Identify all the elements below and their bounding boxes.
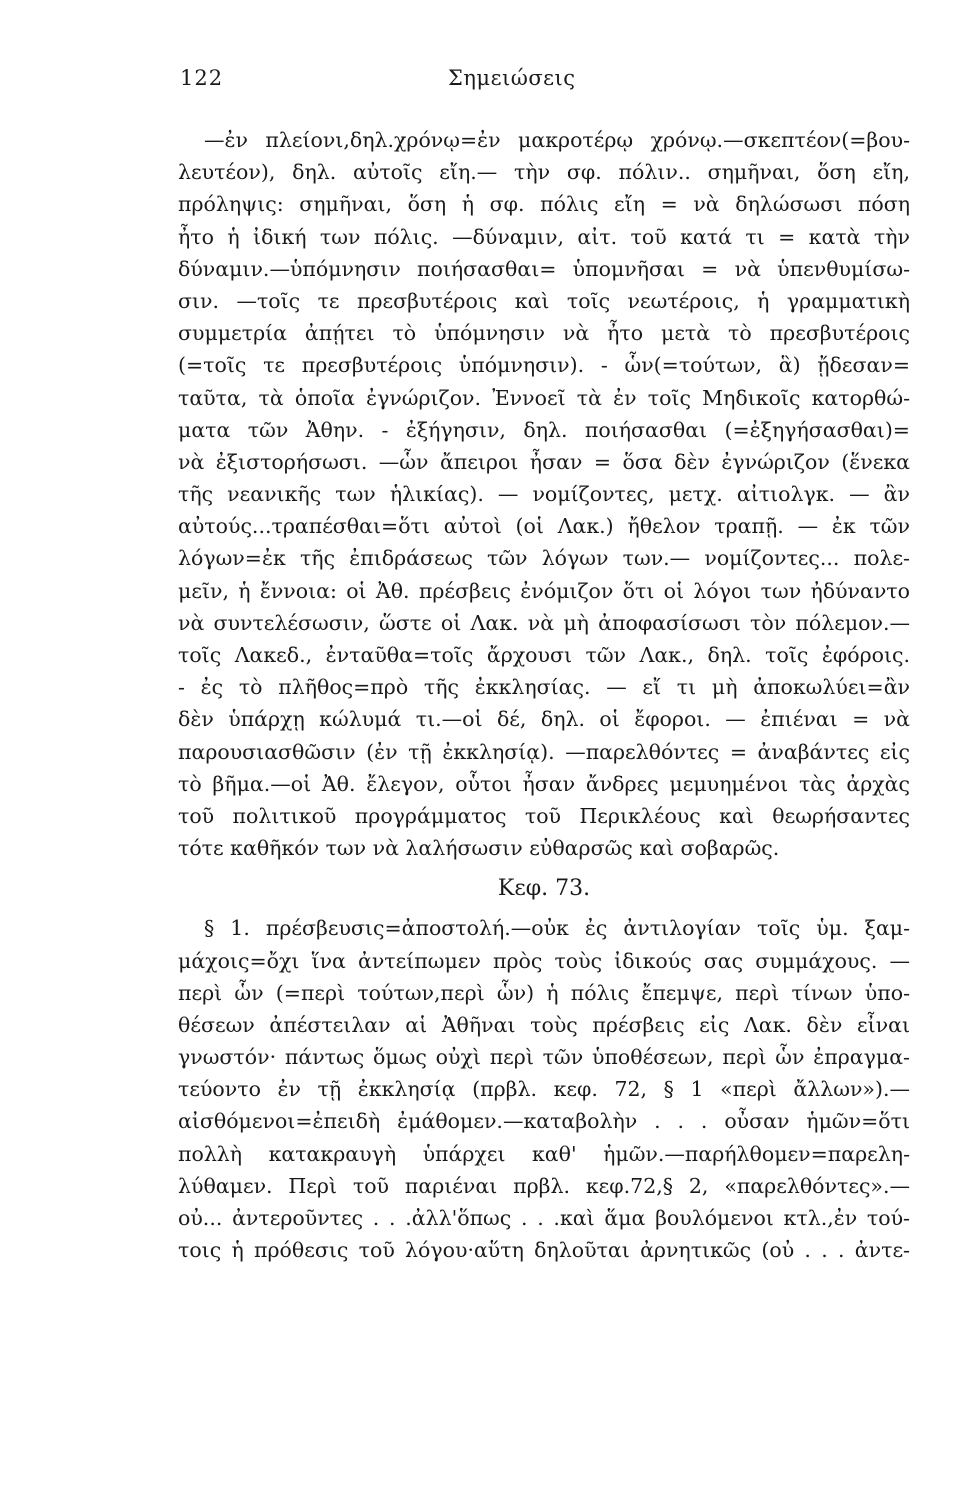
chapter-heading: Κεφ. 73. (497, 876, 591, 902)
text-line: —ἐν πλείονι,δηλ.χρόνῳ=ἐν μακροτέρῳ χρόνῳ.—σκεπτέον(=βου- (204, 128, 910, 152)
paragraph-notes-ch72 (178, 124, 910, 864)
text-line: μεῖν, ἡ ἔννοια: οἱ Ἀθ. πρέσβεις ἐνόμιζον ὅτι οἱ λόγοι των ἠδύναντο (178, 578, 910, 603)
text-line: τοις ἡ πρόθεσις τοῦ λόγου·αὕτη δηλοῦται ἀρνητικῶς (οὐ . . . ἀντε- (178, 1238, 910, 1263)
text-line: τοῖς Λακεδ., ἐνταῦθα=τοῖς ἄρχουσι τῶν Λακ., δηλ. τοῖς ἐφόροις. (178, 643, 910, 667)
text-line: συμμετρία ἀπῄτει τὸ ὑπόμνησιν νὰ ἦτο μετὰ τὸ πρεσβυτέροις (178, 321, 910, 346)
text-line: περὶ ὧν (=περὶ τούτων,περὶ ὧν) ἡ πόλις ἔπεμψε, περὶ τίνων ὑπο- (178, 980, 910, 1005)
text-line: τῆς νεανικῆς των ἡλικίας). — νομίζοντες, μετχ. αἰτιολγκ. — ἂν (178, 482, 910, 507)
text-line: αἰσθόμενοι=ἐπειδὴ ἐμάθομεν.—καταβολὴν . . . οὖσαν ἡμῶν=ὅτι (178, 1109, 910, 1134)
text-line: αὐτούς...τραπέσθαι=ὅτι αὐτοὶ (οἱ Λακ.) ἤθελον τραπῇ. — ἐκ τῶν (178, 514, 910, 539)
text-line: δὲν ὑπάρχῃ κώλυμά τι.—οἱ δέ, δηλ. οἱ ἔφοροι. — ἐπιέναι = νὰ (178, 707, 910, 732)
text-line: λευτέον), δηλ. αὐτοῖς εἴη.— τὴν σφ. πόλιν.. σημῆναι, ὅση εἴη, (178, 160, 910, 185)
text-line: τοῦ πολιτικοῦ προγράμματος τοῦ Περικλέους καὶ θεωρήσαντες (178, 803, 910, 828)
text-line: νὰ συντελέσωσιν, ὥστε οἱ Λακ. νὰ μὴ ἀποφασίσωσι τὸν πόλεμον.— (178, 610, 910, 635)
text-line: νὰ ἐξιστορήσωσι. —ὧν ἄπειροι ἦσαν = ὅσα δὲν ἐγνώριζον (ἕνεκα (178, 449, 910, 474)
paragraph-notes-ch73 (178, 912, 910, 1266)
text-line: παρουσιασθῶσιν (ἐν τῇ ἐκκλησίᾳ). —παρελθόντες = ἀναβάντες εἰς (178, 739, 910, 764)
text-line: ματα τῶν Ἀθην. - ἐξήγησιν, δηλ. ποιήσασθαι (=ἐξηγήσασθαι)= (178, 417, 910, 442)
text-line: § 1. πρέσβευσις=ἀποστολή.—οὐκ ἐς ἀντιλογίαν τοῖς ὑμ. ξαμ- (204, 916, 910, 941)
text-line: ταῦτα, τὰ ὁποῖα ἐγνώριζον. Ἐννοεῖ τὰ ἐν τοῖς Μηδικοῖς κατορθώ- (178, 385, 910, 410)
text-line: - ἐς τὸ πλῆθος=πρὸ τῆς ἐκκλησίας. — εἴ τι μὴ ἀποκωλύει=ἂν (178, 675, 910, 700)
text-line: πολλὴ κατακραυγὴ ὑπάρχει καθ' ἡμῶν.—παρήλθομεν=παρελη- (178, 1141, 910, 1166)
text-line: οὐ... ἀντεροῦντες . . .ἀλλ'ὅπως . . .καὶ ἅμα βουλόμενοι κτλ.,ἐν τού- (178, 1206, 910, 1230)
text-line: λύθαμεν. Περὶ τοῦ παριέναι πρβλ. κεφ.72,§ 2, «παρελθόντες».— (178, 1173, 910, 1198)
text-line: πρόληψις: σημῆναι, ὅση ἡ σφ. πόλις εἴη = νὰ δηλώσωσι πόση (178, 192, 910, 217)
text-line: δύναμιν.—ὑπόμνησιν ποιήσασθαι= ὑπομνῆσαι = νὰ ὑπενθυμίσω- (178, 256, 910, 281)
text-line: (=τοῖς τε πρεσβυτέροις ὑπόμνησιν). - ὧν(=τούτων, ἃ) ᾔδεσαν= (178, 353, 910, 378)
text-line: μάχοις=ὄχι ἵνα ἀντείπωμεν πρὸς τοὺς ἰδικούς σας συμμάχους. — (178, 948, 910, 973)
running-head: Σημειώσεις (448, 66, 576, 90)
text-line: τὸ βῆμα.—οἱ Ἀθ. ἔλεγον, οὗτοι ἦσαν ἄνδρες μεμυημένοι τὰς ἀρχὰς (178, 771, 910, 796)
page-header (180, 66, 910, 96)
page-number: 122 (180, 66, 224, 90)
text-line: τότε καθῆκόν των νὰ λαλήσωσιν εὐθαρσῶς καὶ σοβαρῶς. (178, 836, 780, 861)
text-line: θέσεων ἀπέστειλαν αἱ Ἀθῆναι τοὺς πρέσβεις εἰς Λακ. δὲν εἶναι (178, 1012, 910, 1037)
text-line: λόγων=ἐκ τῆς ἐπιδράσεως τῶν λόγων των.— νομίζοντες... πολε- (178, 546, 910, 571)
body-text (178, 124, 910, 1266)
text-line: σιν. —τοῖς τε πρεσβυτέροις καὶ τοῖς νεωτέροις, ἡ γραμματικὴ (178, 288, 910, 313)
text-line: ἦτο ἡ ἰδική των πόλις. —δύναμιν, αἰτ. τοῦ κατά τι = κατὰ τὴν (178, 224, 910, 249)
text-line: γνωστόν· πάντως ὅμως οὐχὶ περὶ τῶν ὑποθέσεων, περὶ ὧν ἐπραγμα- (178, 1045, 910, 1070)
text-line: τεύοντο ἐν τῇ ἐκκλησίᾳ (πρβλ. κεφ. 72, § 1 «περὶ ἄλλων»).— (178, 1077, 910, 1102)
